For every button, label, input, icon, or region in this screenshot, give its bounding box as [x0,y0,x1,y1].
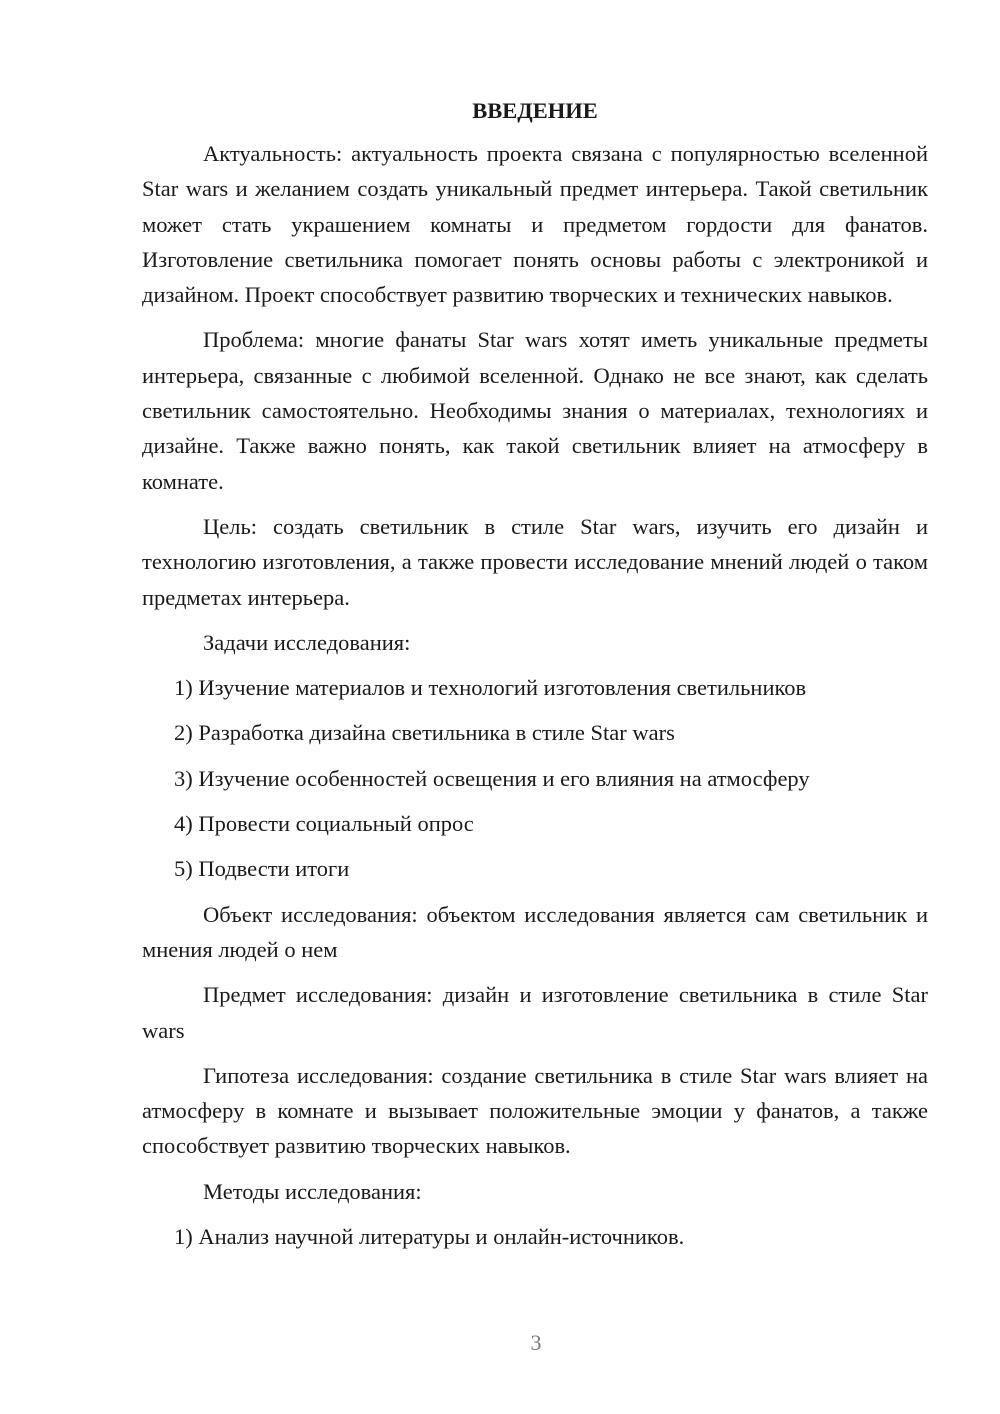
hypothesis-paragraph: Гипотеза исследования: создание светильника в стиле Star wars влияет на атмосферу в комнате и вызывает положительные эмоции у фанатов, а также способствует развитию творческих навыков. [142,1062,928,1159]
task-item: 2) Разработка дизайна светильника в стиле Star wars [174,720,675,746]
problem-paragraph: Проблема: многие фанаты Star wars хотят иметь уникальные предметы интерьера, связанные с любимой вселенной. Однако не все знают, как сделать светильник самостоятельно. Необходимы знания о материалах, технологиях и дизайне. Также важно понять, как такой светильник влияет на атмосферу в комнате. [142,327,928,494]
task-item: 3) Изучение особенностей освещения и его влияния на атмосферу [174,765,810,791]
method-item: 1) Анализ научной литературы и онлайн-источников. [174,1224,685,1250]
goal-paragraph: Цель: создать светильник в стиле Star wars, изучить его дизайн и технологию изготовления, а также провести исследование мнений людей о таком предметах интерьера. [142,513,928,610]
object-paragraph: Объект исследования: объектом исследования является сам светильник и мнения людей о нем [142,901,928,962]
subject-paragraph: Предмет исследования: дизайн и изготовление светильника в стиле Star wars [142,982,928,1043]
page-title: ВВЕДЕНИЕ [472,98,598,123]
task-item: 1) Изучение материалов и технологий изготовления светильников [174,675,807,701]
tasks-heading: Задачи исследования: [203,629,411,655]
task-item: 5) Подвести итоги [174,856,350,882]
task-item: 4) Провести социальный опрос [174,811,474,837]
document-page [142,96,928,1264]
page-number: 3 [530,1330,542,1355]
methods-heading: Методы исследования: [203,1178,422,1204]
relevance-paragraph: Актуальность: актуальность проекта связана с популярностью вселенной Star wars и желанием создать уникальный предмет интерьера. Такой светильник может стать украшением комнаты и предметом гордости для фанатов. Изготовление светильника помогает понять основы работы с электроникой и дизайном. Проект способствует развитию творческих и технических навыков. [142,141,928,308]
